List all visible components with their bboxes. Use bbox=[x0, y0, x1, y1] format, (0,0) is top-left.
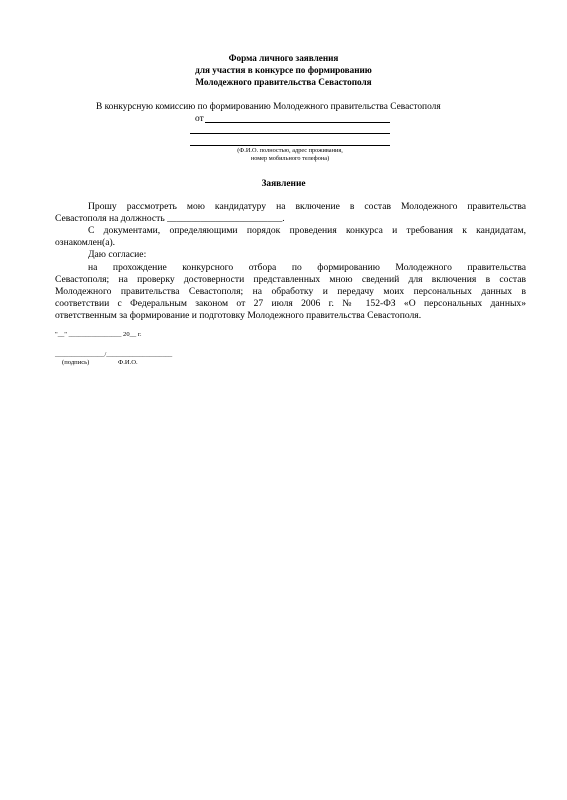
from-label: от bbox=[195, 114, 204, 124]
addressee-line: В конкурсную комиссию по формированию Молодежного правительства Севастополя bbox=[96, 102, 441, 112]
paragraph-consent-line-4: соответствии с Федеральным законом от 27 июля 2006 г. № 152-ФЗ «О персональных данных» bbox=[55, 298, 526, 309]
paragraph-consent-line-2: Севастополя; на проверку достоверности представленных мною сведений для включения в состав bbox=[55, 274, 526, 285]
addressee-caption-2: номер мобильного телефона) bbox=[250, 155, 330, 162]
paragraph-consent-line-1: на прохождение конкурсного отбора по формированию Молодежного правительства bbox=[88, 262, 526, 273]
form-title-line-2: для участия в конкурсе по формированию bbox=[195, 65, 372, 75]
signature-label: (подпись) bbox=[62, 359, 90, 366]
paragraph-consent-line-5: ответственным за формирование и подготовку Молодежного правительства Севастополя. bbox=[55, 310, 422, 321]
from-underline-3 bbox=[190, 145, 390, 146]
from-underline-1 bbox=[205, 122, 390, 123]
paragraph-documents-line-2: ознакомлен(а). bbox=[55, 237, 116, 248]
paragraph-request-line-1: Прошу рассмотреть мою кандидатуру на включение в состав Молодежного правительства bbox=[88, 201, 526, 212]
paragraph-consent-line-3: Молодежного правительства Севастополя; на обработку и передачу моих персональных данных в bbox=[55, 286, 526, 297]
form-title-line-1: Форма личного заявления bbox=[228, 53, 339, 63]
signature-line: _______________/____________________ bbox=[55, 351, 173, 358]
full-name-label: Ф.И.О. bbox=[118, 359, 138, 366]
paragraph-documents-line-1: С документами, определяющими порядок проведения конкурса и требования к кандидатам, bbox=[88, 225, 526, 236]
statement-heading: Заявление bbox=[261, 179, 306, 189]
from-underline-2 bbox=[190, 133, 390, 134]
date-line: "__" ________________ 20__ г. bbox=[55, 331, 142, 338]
paragraph-consent-label: Даю согласие: bbox=[88, 249, 147, 260]
paragraph-request-line-2: Севастополя на должность ________________________. bbox=[55, 213, 285, 224]
form-title-line-3: Молодежного правительства Севастополя bbox=[195, 77, 372, 87]
addressee-caption-1: (Ф.И.О. полностью, адрес проживания, bbox=[237, 147, 343, 154]
